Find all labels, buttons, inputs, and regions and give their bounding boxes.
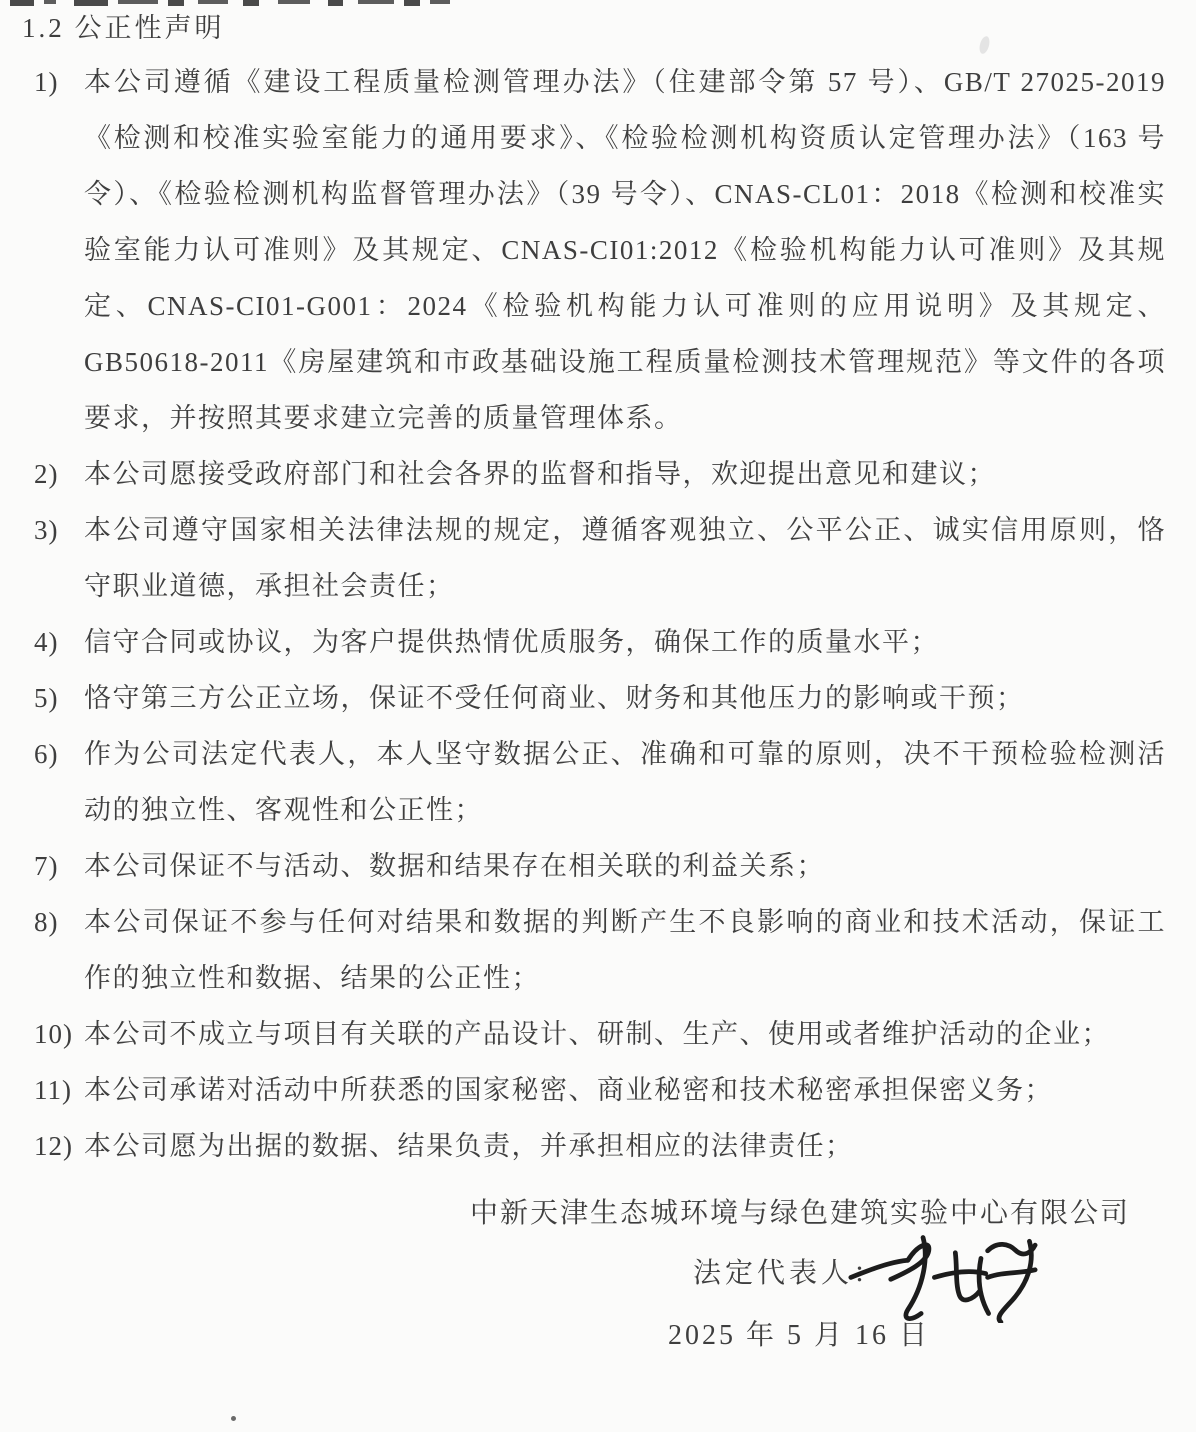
statement-item xyxy=(34,614,1166,670)
item-number: 2) xyxy=(34,459,59,489)
signature-block xyxy=(34,1186,1166,1366)
statement-item xyxy=(34,670,1166,726)
item-number: 6) xyxy=(34,739,59,769)
statement-item xyxy=(34,1118,1166,1174)
item-text: 本公司保证不参与任何对结果和数据的判断产生不良影响的商业和技术活动，保证工作的独立性和数据、结果的公正性； xyxy=(84,907,1166,993)
item-number: 11) xyxy=(34,1075,72,1105)
legal-representative-line xyxy=(34,1242,1166,1306)
item-number: 3) xyxy=(34,515,59,545)
item-number: 4) xyxy=(34,627,59,657)
item-text: 恪守第三方公正立场，保证不受任何商业、财务和其他压力的影响或干预； xyxy=(84,683,1025,713)
item-number: 5) xyxy=(34,683,59,713)
statement-item xyxy=(34,838,1166,894)
item-text: 本公司愿接受政府部门和社会各界的监督和指导，欢迎提出意见和建议； xyxy=(84,459,996,489)
legal-representative-label: 法定代表人： xyxy=(692,1258,885,1289)
section-heading: 1.2 公正性声明 xyxy=(22,13,225,43)
date-line: 2025 年 5 月 16 日 xyxy=(667,1320,930,1351)
item-text: 本公司遵循《建设工程质量检测管理办法》（住建部令第 57 号）、GB/T 27025-2019《检测和校准实验室能力的通用要求》、《检验检测机构资质认定管理办法》（163 号令）、《检验检测机构监督管理办法》（39 号令）、CNAS-CL01：2018《检测和校准实验室能力认可准则》及其规定、CNAS-CI01:2012《检验机构能力认可准则》及其规定、CNAS-CI01-G001：2024《检验机构能力认可准则的应用说明》及其规定、GB50618-2011《房屋建筑和市政基础设施工程质量检测技术管理规范》等文件的各项要求，并按照其要求建立完善的质量管理体系。 xyxy=(84,67,1166,433)
item-text: 本公司遵守国家相关法律法规的规定，遵循客观独立、公平公正、诚实信用原则，恪守职业道德，承担社会责任； xyxy=(84,515,1166,601)
item-text: 本公司承诺对活动中所获悉的国家秘密、商业秘密和技术秘密承担保密义务； xyxy=(84,1075,1053,1105)
item-text: 本公司保证不与活动、数据和结果存在相关联的利益关系； xyxy=(84,851,825,881)
item-number: 10) xyxy=(34,1019,73,1049)
statement-list xyxy=(34,54,1166,1174)
statement-item xyxy=(34,502,1166,614)
scan-speck xyxy=(231,1416,236,1421)
statement-item xyxy=(34,446,1166,502)
item-text: 信守合同或协议，为客户提供热情优质服务，确保工作的质量水平； xyxy=(84,627,939,657)
item-text: 本公司愿为出据的数据、结果负责，并承担相应的法律责任； xyxy=(84,1131,854,1161)
item-number: 8) xyxy=(34,907,59,937)
statement-item xyxy=(34,1006,1166,1062)
item-number: 7) xyxy=(34,851,59,881)
item-number: 12) xyxy=(34,1131,73,1161)
item-text: 作为公司法定代表人，本人坚守数据公正、准确和可靠的原则，决不干预检验检测活动的独立性、客观性和公正性； xyxy=(84,739,1166,825)
statement-item xyxy=(34,726,1166,838)
item-number: 1) xyxy=(34,67,59,97)
statement-item xyxy=(34,894,1166,1006)
statement-item xyxy=(34,54,1166,446)
company-name: 中新天津生态城环境与绿色建筑实验中心有限公司 xyxy=(469,1198,1130,1229)
statement-item xyxy=(34,1062,1166,1118)
item-text: 本公司不成立与项目有关联的产品设计、研制、生产、使用或者维护活动的企业； xyxy=(84,1019,1110,1049)
